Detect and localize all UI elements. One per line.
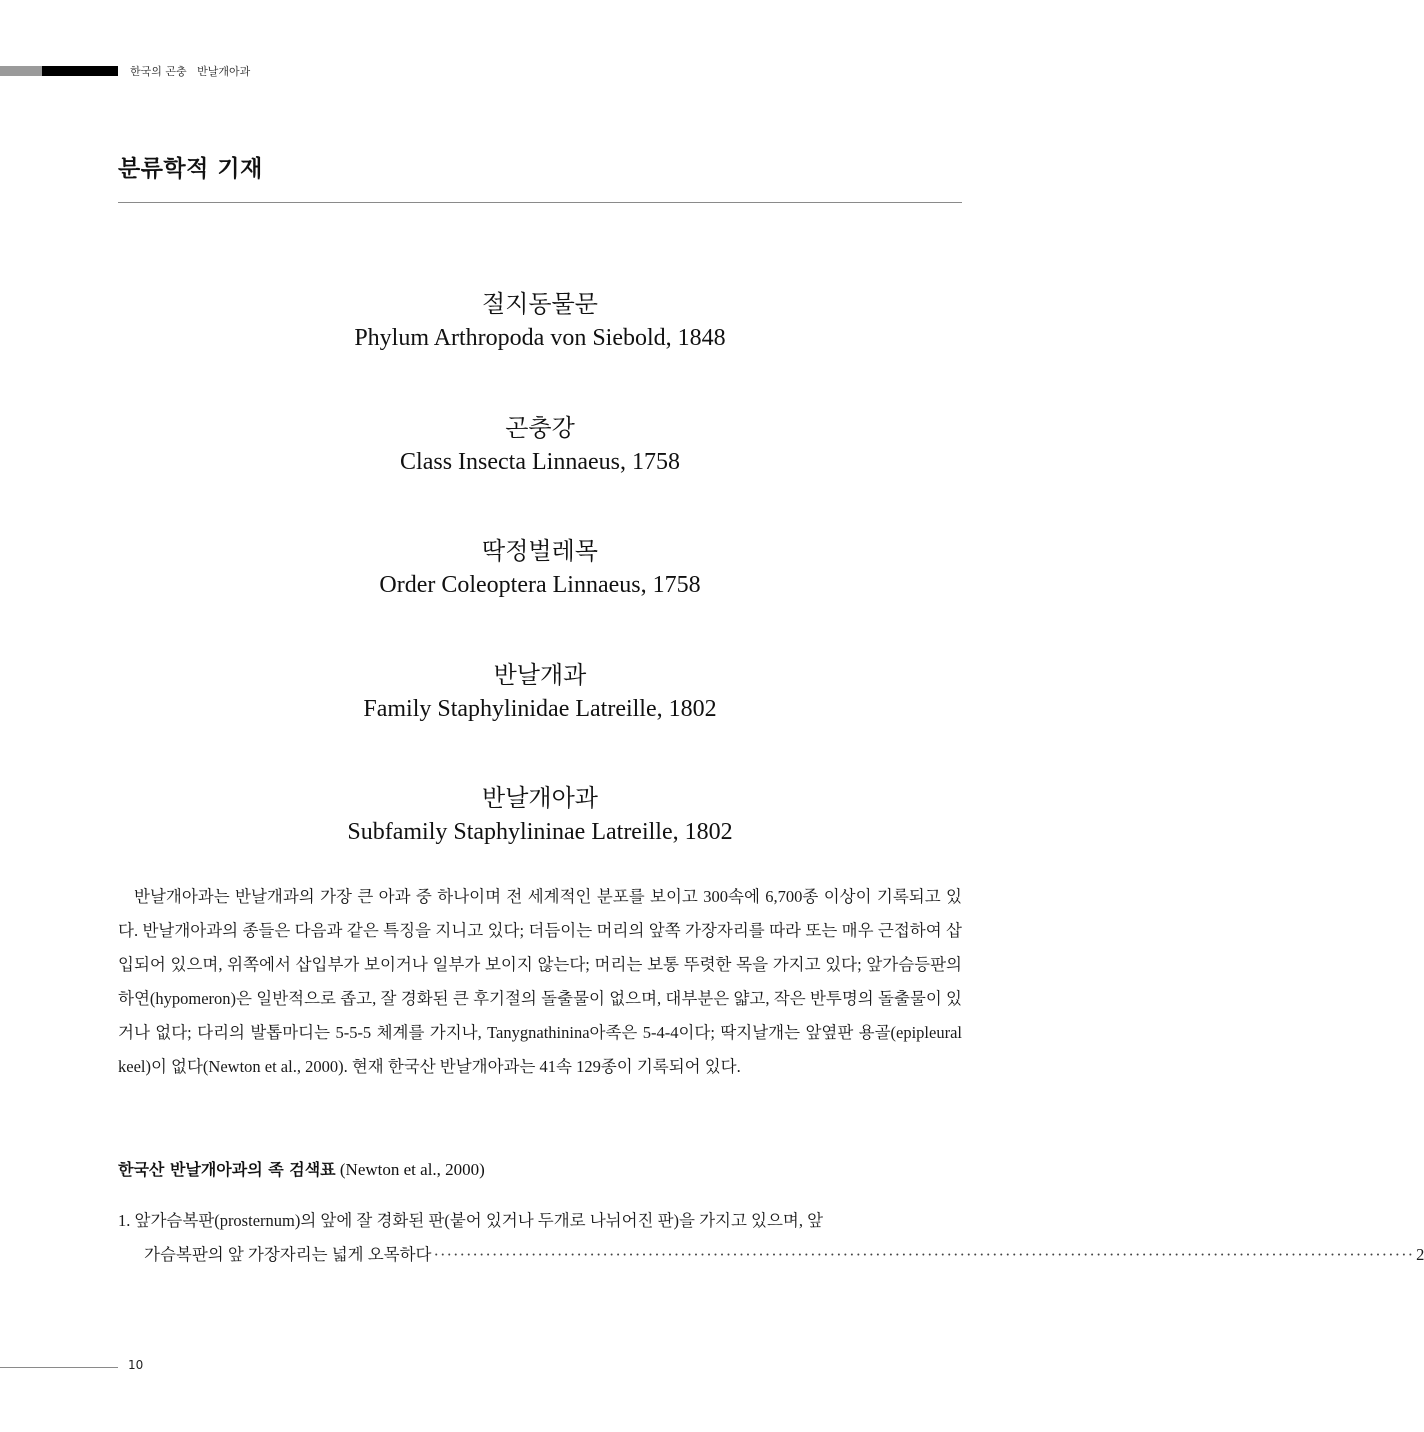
taxon-class <box>118 411 962 479</box>
taxon-subfamily-en: Subfamily Staphylininae Latreille, 1802 <box>347 819 733 845</box>
page-number: 10 <box>128 1358 144 1372</box>
key-item-line2: 가슴복판의 앞 가장자리는 넓게 오목하다 <box>144 1245 432 1264</box>
key-item <box>118 1204 1424 1272</box>
body-paragraph: 반날개아과는 반날개과의 가장 큰 아과 중 하나이며 전 세계적인 분포를 보이고 300속에 6,700종 이상이 기록되고 있다. 반날개아과의 종들은 다음과 같은 특징을 지니고 있다; 더듬이는 머리의 앞쪽 가장자리를 따라 또는 매우 근접하여 삽입되어 있으며, 위쪽에서 삽입부가 보이거나 일부가 보이지 않는다; 머리는 보통 뚜렷한 목을 가지고 있다; 앞가슴등판의 하연(hypomeron)은 일반적으로 좁고, 잘 경화된 큰 후기절의 돌출물이 없으며, 대부분은 얇고, 작은 반투명의 돌출물이 있거나 없다; 다리의 발톱마디는 5-5-5 체계를 가지나, Tanygnathinina아족은 5-4-4이다; 딱지날개는 앞옆판 용골(epipleural keel)이 없다(Newton et al., 2000). 현재 한국산 반날개아과는 41속 129종이 기록되어 있다. <box>118 887 962 1076</box>
key-heading <box>118 1158 485 1182</box>
running-header: 한국의 곤충 반날개아과 <box>130 65 251 78</box>
title-divider <box>118 202 962 203</box>
taxon-family <box>118 658 962 726</box>
taxon-phylum-ko: 절지동물문 <box>482 290 598 318</box>
key-heading-title: 한국산 반날개아과의 족 검색표 <box>118 1160 336 1179</box>
header-bar-black <box>42 66 118 76</box>
footer-rule <box>0 1367 118 1368</box>
taxon-subfamily-ko: 반날개아과 <box>482 784 598 812</box>
taxon-order-ko: 딱정벌레목 <box>482 537 598 565</box>
dot-leader: ······················································································································································· <box>433 1245 1415 1264</box>
header-bar-gray <box>0 66 42 76</box>
section-title: 분류학적 기재 <box>118 156 263 182</box>
taxon-order <box>118 534 962 602</box>
taxon-family-ko: 반날개과 <box>493 661 587 689</box>
key-item-line2-row <box>118 1238 1424 1272</box>
taxon-class-en: Class Insecta Linnaeus, 1758 <box>400 449 680 475</box>
key-heading-reference: (Newton et al., 2000) <box>335 1160 485 1179</box>
taxon-subfamily <box>118 781 962 849</box>
key-item-target: 2 <box>1416 1245 1424 1264</box>
taxon-class-ko: 곤충강 <box>505 414 575 442</box>
taxon-phylum <box>118 287 962 355</box>
taxon-order-en: Order Coleoptera Linnaeus, 1758 <box>379 572 701 598</box>
key-item-line1: 1. 앞가슴복판(prosternum)의 앞에 잘 경화된 판(붙어 있거나 두개로 나뉘어진 판)을 가지고 있으며, 앞 <box>118 1211 824 1230</box>
taxon-phylum-en: Phylum Arthropoda von Siebold, 1848 <box>354 325 726 351</box>
taxon-family-en: Family Staphylinidae Latreille, 1802 <box>363 696 717 722</box>
